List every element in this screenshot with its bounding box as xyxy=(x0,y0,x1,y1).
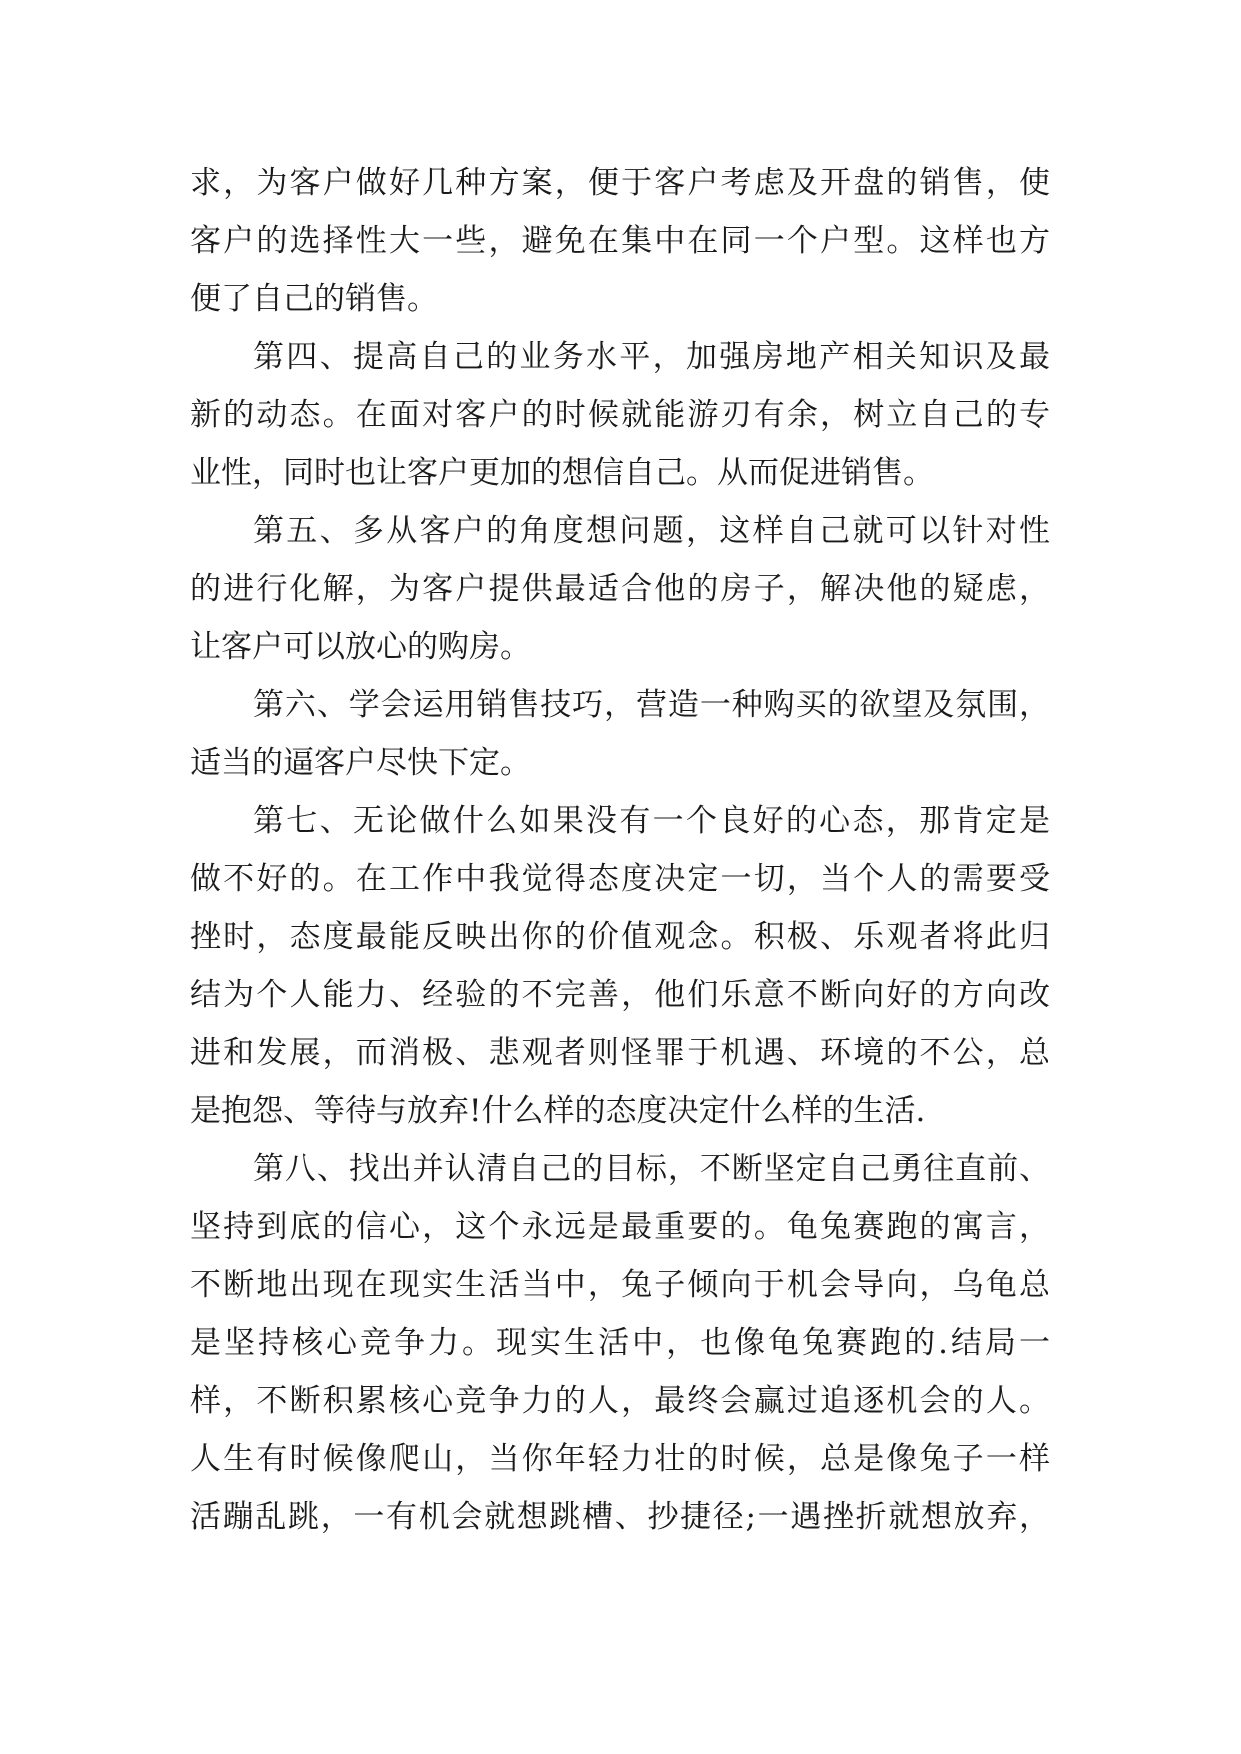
text-line: 挫时，态度最能反映出你的价值观念。积极、乐观者将此归 xyxy=(190,919,1050,955)
text-line: 是坚持核心竞争力。现实生活中，也像龟兔赛跑的.结局一 xyxy=(190,1325,1050,1361)
paragraph-start-line: 第四、提高自己的业务水平，加强房地产相关知识及最 xyxy=(253,339,1050,375)
text-line: 样，不断积累核心竞争力的人，最终会赢过追逐机会的人。 xyxy=(190,1383,1050,1419)
text-line: 结为个人能力、经验的不完善，他们乐意不断向好的方向改 xyxy=(190,977,1050,1013)
text-line: 是抱怨、等待与放弃!什么样的态度决定什么样的生活. xyxy=(190,1093,926,1129)
text-line: 求，为客户做好几种方案，便于客户考虑及开盘的销售，使 xyxy=(190,165,1050,201)
text-line: 进和发展，而消极、悲观者则怪罪于机遇、环境的不公，总 xyxy=(190,1035,1050,1071)
text-line: 活蹦乱跳，一有机会就想跳槽、抄捷径;一遇挫折就想放弃， xyxy=(190,1499,1050,1535)
text-line: 业性，同时也让客户更加的想信自己。从而促进销售。 xyxy=(190,455,934,491)
text-line: 新的动态。在面对客户的时候就能游刃有余，树立自己的专 xyxy=(190,397,1050,433)
paragraph-start-line: 第八、找出并认清自己的目标，不断坚定自己勇往直前、 xyxy=(253,1151,1050,1187)
text-line: 做不好的。在工作中我觉得态度决定一切，当个人的需要受 xyxy=(190,861,1050,897)
paragraph-start-line: 第五、多从客户的角度想问题，这样自己就可以针对性 xyxy=(253,513,1050,549)
text-line: 人生有时候像爬山，当你年轻力壮的时候，总是像兔子一样 xyxy=(190,1441,1050,1477)
text-line: 让客户可以放心的购房。 xyxy=(190,629,531,665)
paragraph-start-line: 第六、学会运用销售技巧，营造一种购买的欲望及氛围， xyxy=(253,687,1050,723)
text-line: 不断地出现在现实生活当中，兔子倾向于机会导向，乌龟总 xyxy=(190,1267,1050,1303)
text-line: 适当的逼客户尽快下定。 xyxy=(190,745,531,781)
text-line: 客户的选择性大一些，避免在集中在同一个户型。这样也方 xyxy=(190,223,1050,259)
text-line: 坚持到底的信心，这个永远是最重要的。龟兔赛跑的寓言， xyxy=(190,1209,1050,1245)
paragraph-start-line: 第七、无论做什么如果没有一个良好的心态，那肯定是 xyxy=(253,803,1050,839)
text-line: 便了自己的销售。 xyxy=(190,281,438,317)
text-line: 的进行化解，为客户提供最适合他的房子，解决他的疑虑， xyxy=(190,571,1050,607)
